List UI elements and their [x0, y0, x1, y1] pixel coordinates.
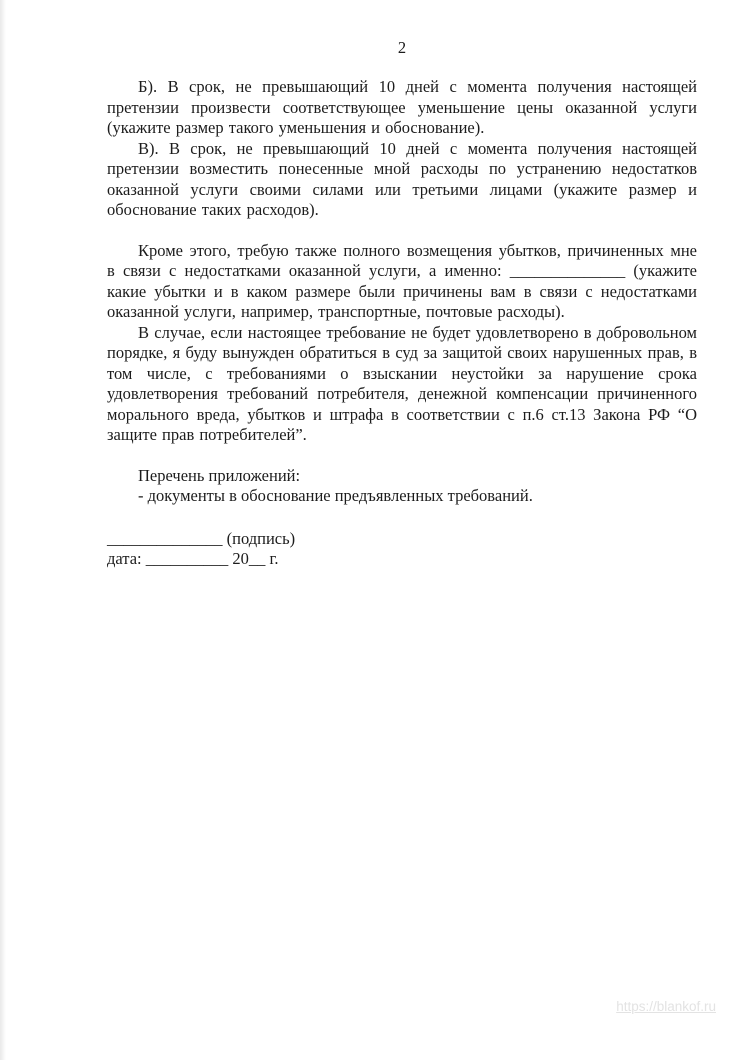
claim-demand-paragraph-b: Б). В срок, не превышающий 10 дней с момента получения настоящей претензии произвести соответствующее уменьшение цены оказанной услуги (укажите размер такого уменьшения и обоснование). — [107, 77, 697, 137]
attachments-title: Перечень приложений: — [138, 465, 301, 485]
watermark-link[interactable]: https://blankof.ru — [616, 999, 716, 1014]
signature-section — [107, 529, 697, 570]
attachments-list-item: - документы в обоснование предъявленных требований. — [138, 486, 533, 505]
claim-demand-paragraph-v: В). В срок, не превышающий 10 дней с момента получения настоящей претензии возместить понесенные мной расходы по устранению недостатков оказанной услуги своими силами или третьими лицами (укажите размер и обоснование таких расходов). — [107, 138, 697, 219]
attachments-section — [107, 466, 697, 507]
page-number: 2 — [397, 38, 407, 57]
document-page — [107, 38, 697, 570]
claim-court-warning-paragraph: В случае, если настоящее требование не будет удовлетворено в добровольном порядке, я буду вынужден обратиться в суд за защитой своих нарушенных прав, в том числе, с требованиями о взыскании неустойки за нарушение срока удовлетворения требований потребителя, денежной компенсации причиненного морального вреда, убытков и штрафа в соответствии с п.6 ст.13 Закона РФ “О защите прав потребителей”. — [107, 322, 697, 444]
signature-line: ______________ (подпись) — [107, 528, 296, 548]
claim-damages-paragraph: Кроме этого, требую также полного возмещения убытков, причиненных мне в связи с недостатками оказанной услуги, а именно: ______________ (укажите какие убытки и в каком размере были причинены вам в связи с недостатками оказанной услуги, например, транспортные, почтовые расходы). — [107, 240, 697, 321]
date-line: дата: __________ 20__ г. — [107, 549, 279, 568]
page-left-scan-shadow — [0, 0, 6, 1060]
